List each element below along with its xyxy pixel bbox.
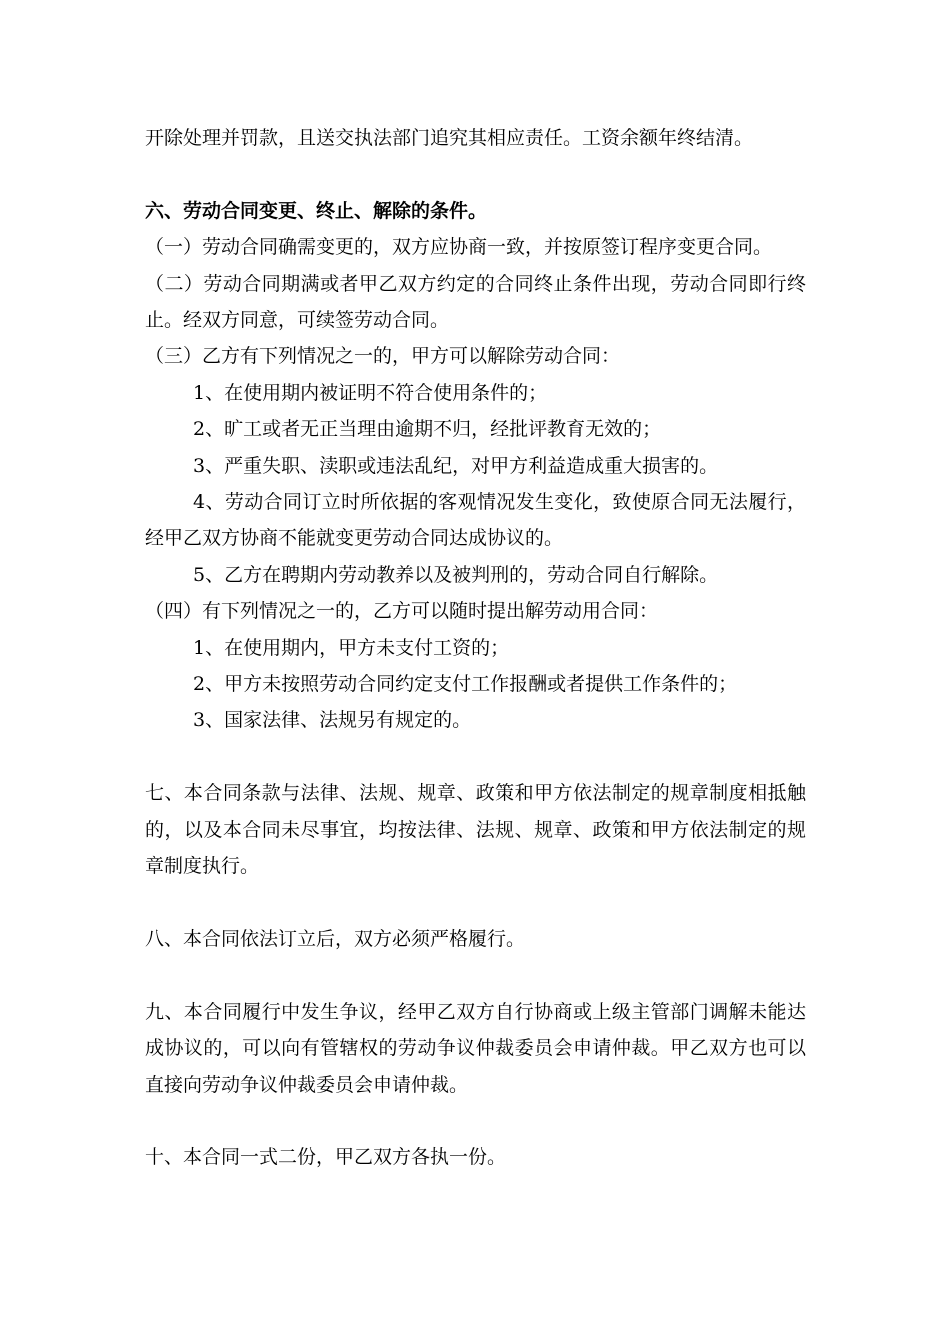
text-line: 5、乙方在聘期内劳动教养以及被判刑的，劳动合同自行解除。 <box>193 563 719 586</box>
clause-2 <box>145 266 806 339</box>
text-line: 七、本合同条款与法律、法规、规章、政策和甲方依法制定的规章制度相抵触 <box>145 782 806 805</box>
clause-3-lead: （三）乙方有下列情况之一的，甲方可以解除劳动合同： <box>145 345 621 368</box>
section-6 <box>145 193 806 739</box>
text-line: 开除处理并罚款，且送交执法部门追究其相应责任。工资余额年终结清。 <box>145 127 754 149</box>
text-line: 止。经双方同意，可续签劳动合同。 <box>145 309 450 332</box>
text-line: （二）劳动合同期满或者甲乙双方约定的合同终止条件出现，劳动合同即行终 <box>145 272 806 295</box>
text-line: 3、严重失职、渎职或违法乱纪，对甲方利益造成重大损害的。 <box>193 454 719 477</box>
clause-4-lead: （四）有下列情况之一的，乙方可以随时提出解劳动用合同： <box>145 600 659 623</box>
text-line: 1、在使用期内，甲方未支付工资的； <box>193 636 510 659</box>
clause-1 <box>145 229 806 265</box>
text-line: 1、在使用期内被证明不符合使用条件的； <box>193 381 548 404</box>
list-item <box>145 411 806 447</box>
document-page <box>145 120 806 1176</box>
text-line: 成协议的，可以向有管辖权的劳动争议仲裁委员会申请仲裁。甲乙双方也可以 <box>145 1037 806 1060</box>
section-8 <box>145 921 806 957</box>
section-6-heading: 六、劳动合同变更、终止、解除的条件。 <box>145 199 488 222</box>
text-line: 的，以及本合同未尽事宜，均按法律、法规、规章、政策和甲方依法制定的规 <box>145 818 806 841</box>
clause-4 <box>145 593 806 739</box>
blank-line <box>145 957 806 993</box>
text-line: 八、本合同依法订立后，双方必须严格履行。 <box>145 927 526 950</box>
text-line: 2、甲方未按照劳动合同约定支付工作报酬或者提供工作条件的； <box>193 673 738 696</box>
paragraph-intro <box>145 120 806 156</box>
text-line: 3、国家法律、法规另有规定的。 <box>193 709 472 732</box>
clause-3 <box>145 338 806 593</box>
section-7 <box>145 775 806 884</box>
list-item <box>145 557 806 593</box>
blank-line <box>145 885 806 921</box>
text-line: （一）劳动合同确需变更的，双方应协商一致，并按原签订程序变更合同。 <box>145 236 773 259</box>
blank-line <box>145 739 806 775</box>
list-item <box>145 666 806 702</box>
list-item <box>145 375 806 411</box>
text-line: 4、劳动合同订立时所依据的客观情况发生变化，致使原合同无法履行， <box>193 491 806 514</box>
list-item <box>145 630 806 666</box>
blank-line <box>145 156 806 192</box>
text-line: 经甲乙双方协商不能就变更劳动合同达成协议的。 <box>145 527 564 550</box>
text-line: 直接向劳动争议仲裁委员会申请仲裁。 <box>145 1073 469 1096</box>
section-9 <box>145 994 806 1103</box>
blank-line <box>145 1103 806 1139</box>
text-line: 十、本合同一式二份，甲乙双方各执一份。 <box>145 1146 507 1169</box>
section-10 <box>145 1139 806 1175</box>
list-item <box>145 702 806 738</box>
list-item <box>145 448 806 484</box>
text-line: 2、旷工或者无正当理由逾期不归，经批评教育无效的； <box>193 418 662 441</box>
text-line: 章制度执行。 <box>145 855 260 878</box>
text-line: 九、本合同履行中发生争议，经甲乙双方自行协商或上级主管部门调解未能达 <box>145 1000 806 1023</box>
list-item <box>145 484 806 557</box>
